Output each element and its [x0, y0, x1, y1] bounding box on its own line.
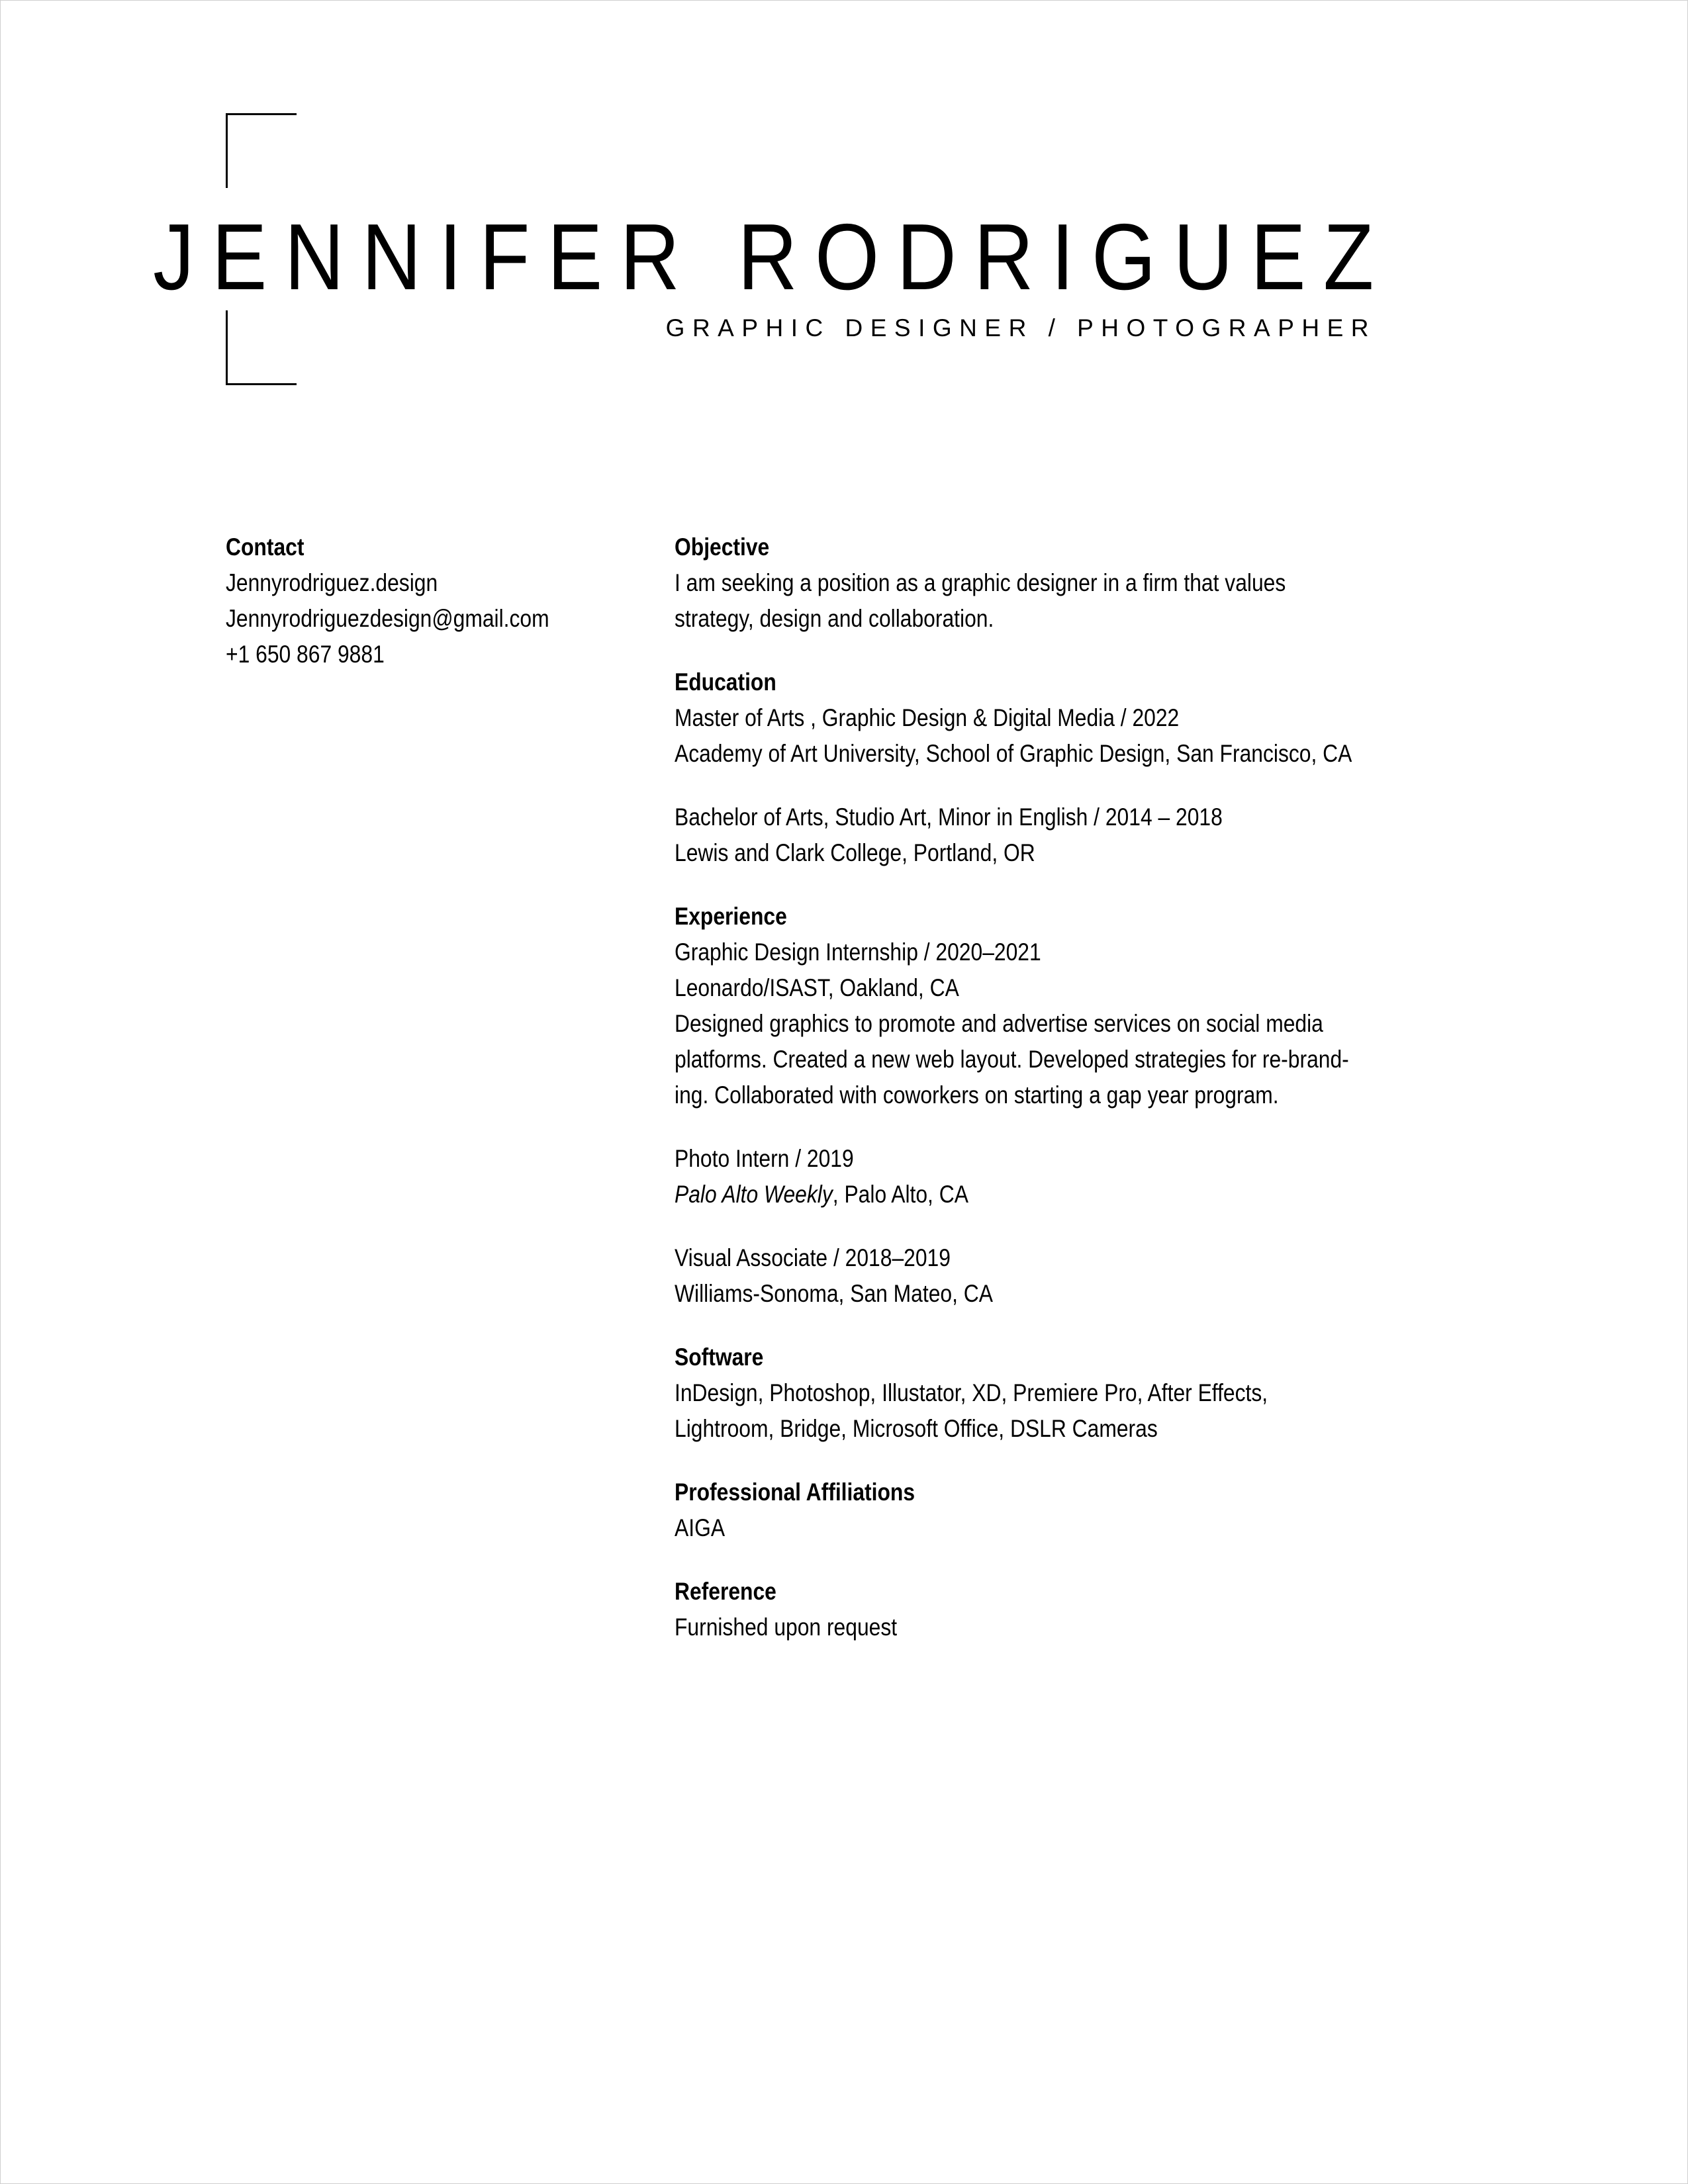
education-section	[675, 664, 1462, 871]
contact-column	[226, 529, 602, 672]
software-line: Lightroom, Bridge, Microsoft Office, DSLR Cameras	[675, 1415, 1158, 1442]
software-line: InDesign, Photoshop, Illustator, XD, Premiere Pro, After Effects,	[675, 1379, 1268, 1406]
resume-name: JENNIFER RODRIGUEZ	[153, 205, 1391, 310]
experience-entry	[675, 934, 1462, 1113]
experience-heading: Experience	[675, 903, 787, 930]
experience-role: Visual Associate / 2018–2019	[675, 1244, 951, 1271]
experience-org: Williams-Sonoma, San Mateo, CA	[675, 1280, 994, 1307]
software-section	[675, 1340, 1462, 1447]
objective-line: I am seeking a position as a graphic designer in a firm that values	[675, 569, 1286, 596]
experience-description: platforms. Created a new web layout. Developed strategies for re-brand-	[675, 1046, 1349, 1073]
reference-value: Furnished upon request	[675, 1614, 898, 1641]
experience-description: ing. Collaborated with coworkers on starting a gap year program.	[675, 1081, 1279, 1109]
experience-entry	[675, 1240, 1462, 1312]
objective-section	[675, 529, 1462, 637]
main-column	[675, 529, 1462, 1673]
experience-description: Designed graphics to promote and advertise services on social media	[675, 1010, 1323, 1037]
education-degree: Master of Arts , Graphic Design & Digital Media / 2022	[675, 704, 1180, 731]
education-school: Lewis and Clark College, Portland, OR	[675, 839, 1035, 866]
publication-name: Palo Alto Weekly	[675, 1181, 833, 1208]
reference-section	[675, 1574, 1462, 1645]
software-heading: Software	[675, 1343, 764, 1371]
resume-job-title: GRAPHIC DESIGNER / PHOTOGRAPHER	[665, 314, 1376, 341]
contact-heading: Contact	[226, 533, 305, 561]
education-heading: Education	[675, 668, 776, 696]
education-entry	[675, 700, 1462, 772]
affiliations-section	[675, 1475, 1462, 1546]
experience-section	[675, 899, 1462, 1312]
reference-heading: Reference	[675, 1578, 776, 1605]
experience-role: Graphic Design Internship / 2020–2021	[675, 938, 1041, 966]
contact-email: Jennyrodriguezdesign@gmail.com	[226, 605, 549, 632]
education-entry	[675, 799, 1462, 871]
education-school: Academy of Art University, School of Graphic Design, San Francisco, CA	[675, 740, 1352, 767]
experience-org: Leonardo/ISAST, Oakland, CA	[675, 974, 959, 1001]
objective-heading: Objective	[675, 533, 770, 561]
experience-org	[675, 1177, 1352, 1212]
contact-website: Jennyrodriguez.design	[226, 569, 438, 596]
affiliations-heading: Professional Affiliations	[675, 1479, 915, 1506]
experience-entry	[675, 1141, 1462, 1212]
bottom-corner-bracket	[226, 310, 297, 385]
affiliations-value: AIGA	[675, 1514, 726, 1541]
contact-phone: +1 650 867 9881	[226, 641, 385, 668]
experience-org-location: , Palo Alto, CA	[832, 1181, 968, 1208]
top-corner-bracket	[226, 113, 297, 188]
objective-line: strategy, design and collaboration.	[675, 605, 994, 632]
education-degree: Bachelor of Arts, Studio Art, Minor in English / 2014 – 2018	[675, 803, 1223, 831]
experience-role: Photo Intern / 2019	[675, 1145, 854, 1172]
